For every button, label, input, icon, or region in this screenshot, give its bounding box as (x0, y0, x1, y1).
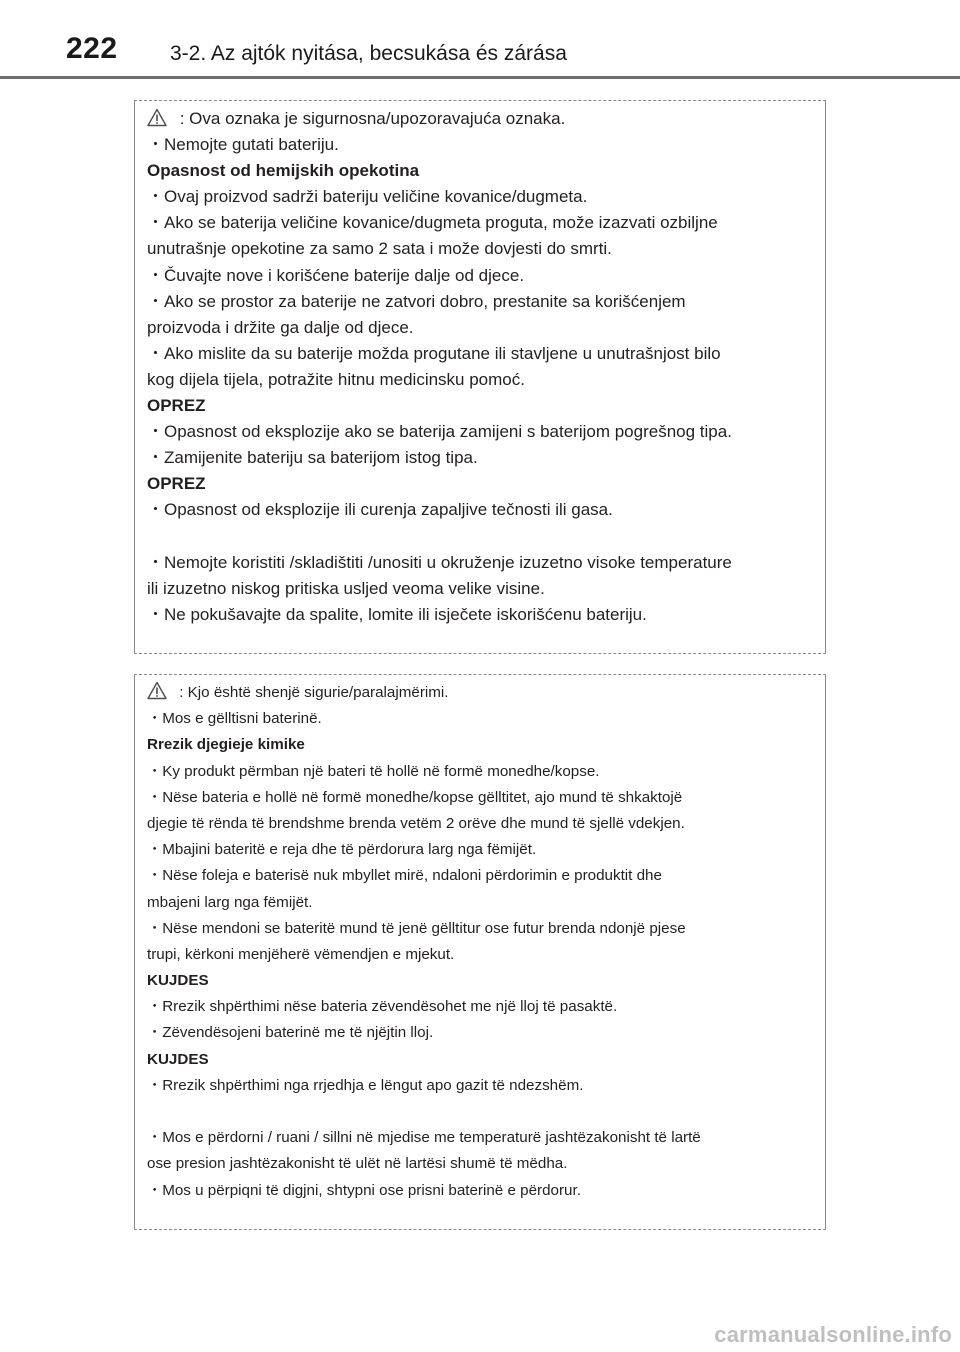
text-line: ・Ne pokušavajte da spalite, lomite ili isječete iskorišćenu bateriju. (147, 604, 647, 624)
subheading: Rrezik djegieje kimike (147, 736, 305, 754)
text-line: ・Zamijenite bateriju sa baterijom istog tipa. (147, 448, 478, 468)
text-line: ・Opasnost od eksplozije ili curenja zapaljive tečnosti ili gasa. (147, 500, 613, 520)
text-line: ・Ako se baterija veličine kovanice/dugmeta proguta, može izazvati ozbiljne (147, 213, 718, 233)
text-line: ili izuzetno niskog pritiska usljed veoma velike visine. (147, 578, 545, 598)
blank-line (147, 1099, 817, 1125)
text-line: ・Nëse mendoni se bateritë mund të jenë gëlltitur ose futur brenda ndonjë pjese (147, 919, 686, 937)
page-header (0, 0, 960, 80)
text-line: ・Nëse foleja e baterisë nuk mbyllet mirë, ndaloni përdorimin e produktit dhe (147, 867, 662, 885)
text-line: ・Nëse bateria e hollë në formë monedhe/kopse gëlltitet, ajo mund të shkaktojë (147, 788, 683, 806)
text-line: trupi, kërkoni menjëherë vëmendjen e mjekut. (147, 945, 455, 963)
subheading: OPREZ (147, 474, 206, 494)
subheading: KUJDES (147, 972, 209, 990)
warning-text-block (147, 106, 817, 628)
text-line: ・Nemojte koristiti /skladištiti /unositi u okruženje izuzetno visoke temperature (147, 552, 732, 572)
box-top-rule (134, 100, 826, 101)
warning-label-text: : Kjo është shenjë sigurie/paralajmërimi. (175, 684, 449, 701)
warning-label-line (147, 680, 817, 706)
text-line: kog dijela tijela, potražite hitnu medicinsku pomoć. (147, 369, 525, 389)
text-line: mbajeni larg nga fëmijët. (147, 893, 313, 911)
warning-label-line (147, 106, 817, 132)
text-line: ・Mbajini bateritë e reja dhe të përdorura larg nga fëmijët. (147, 841, 537, 859)
blank-line (147, 524, 817, 550)
text-line: ・Čuvajte nove i korišćene baterije dalje od djece. (147, 265, 525, 285)
text-line: proizvoda i držite ga dalje od djece. (147, 317, 414, 337)
text-line: ・Ovaj proizvod sadrži bateriju veličine kovanice/dugmeta. (147, 187, 588, 207)
warning-triangle-icon (147, 108, 167, 127)
text-line: djegie të rënda të brendshme brenda vetëm 2 orëve dhe mund të sjellë vdekjen. (147, 814, 685, 832)
text-line: ・Ako mislite da su baterije možda progutane ili stavljene u unutrašnjost bilo (147, 343, 721, 363)
battery-warning-box-albanian (134, 674, 826, 1230)
box-top-rule (134, 674, 826, 675)
battery-warning-box-bosnian (134, 100, 826, 654)
warning-label-text: : Ova oznaka je sigurnosna/upozoravajuća oznaka. (175, 109, 566, 128)
text-line: ・Mos e gëlltisni baterinë. (147, 710, 322, 728)
subheading: Opasnost od hemijskih opekotina (147, 161, 420, 181)
box-bottom-rule (134, 653, 826, 654)
header-divider (0, 76, 960, 79)
warning-triangle-icon (147, 681, 167, 700)
text-line: ・Ky produkt përmban një bateri të hollë në formë monedhe/kopse. (147, 762, 600, 780)
text-line: ・Rrezik shpërthimi nga rrjedhja e lëngut apo gazit të ndezshëm. (147, 1076, 584, 1094)
section-title: 3-2. Az ajtók nyitása, becsukása és zárása (170, 42, 567, 65)
text-line: ・Rrezik shpërthimi nëse bateria zëvendësohet me një lloj të pasaktë. (147, 998, 618, 1016)
subheading: OPREZ (147, 396, 206, 416)
text-line: ose presion jashtëzakonisht të ulët në lartësi shumë të mëdha. (147, 1155, 568, 1173)
text-line: ・Nemojte gutati bateriju. (147, 135, 339, 155)
warning-text-block (147, 680, 817, 1204)
text-line: ・Mos u përpiqni të digjni, shtypni ose prisni baterinë e përdorur. (147, 1181, 581, 1199)
subheading: KUJDES (147, 1050, 209, 1068)
text-line: ・Ako se prostor za baterije ne zatvori dobro, prestanite sa korišćenjem (147, 291, 686, 311)
text-line: ・Mos e përdorni / ruani / sillni në mjedise me temperaturë jashtëzakonisht të lartë (147, 1129, 701, 1147)
text-line: unutrašnje opekotine za samo 2 sata i može dovjesti do smrti. (147, 239, 612, 259)
page-number: 222 (66, 32, 118, 65)
text-line: ・Opasnost od eksplozije ako se baterija zamijeni s baterijom pogrešnog tipa. (147, 422, 732, 442)
text-line: ・Zëvendësojeni baterinë me të njëjtin lloj. (147, 1024, 434, 1042)
box-bottom-rule (134, 1229, 826, 1230)
watermark: carmanualsonline.info (714, 1322, 952, 1347)
